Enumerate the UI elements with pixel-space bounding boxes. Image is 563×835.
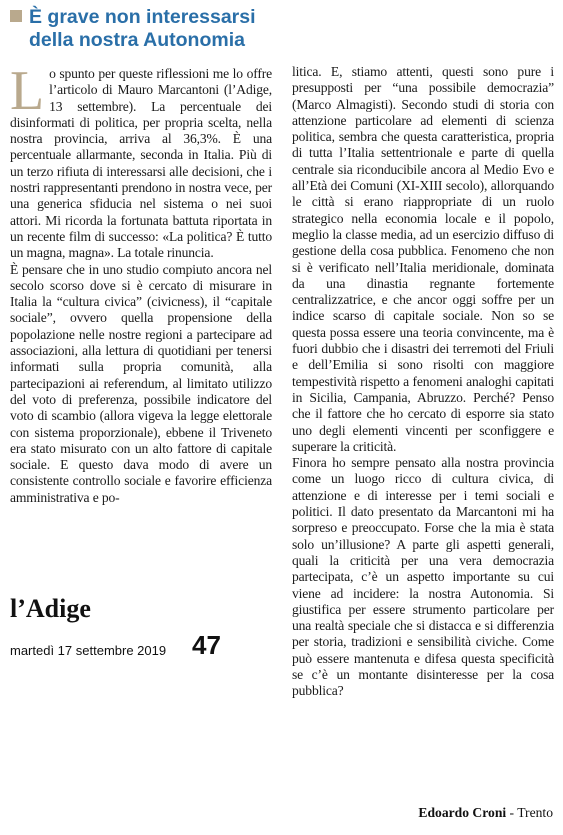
headline-line-1: È grave non interessarsi (29, 6, 256, 28)
article-column-right (292, 64, 554, 700)
headline (10, 6, 550, 52)
publication-date: martedì 17 settembre 2019 (10, 643, 167, 658)
article-paragraph: È pensare che in uno studio compiuto ancora nel secolo scorso dove si è cercato di misurare in Italia la “cultura civica” (civicness), il “capitale sociale”, ovvero quella propensione della popolazione nelle nostre regioni a partecipare ad associazioni, alla lettura di quotidiani per tenersi informati sulla propria comunità, alla partecipazioni ai referendum, al limitato utilizzo del voto di preferenza, possibile indicatore del voto di scambio (allora vigeva la legge elettorale con sistema proporzionale), ebbene il Triveneto era stato misurato con un alto fattore di capitale sociale. E questo dava modo di avere un consistente controllo sociale e favorire efficienza amministrativa e po- (10, 261, 272, 505)
article-paragraph: Finora ho sempre pensato alla nostra provincia come un luogo ricco di cultura civica, di attenzione e di interesse per i temi sociali e politici. Il dato presentato da Marcantoni mi ha sorpreso e preoccupato. Forse che la mia è stata solo un’illusione? A parte gli aspetti generali, quali la criticità per una vera democrazia partecipata, c’è un aspetto importante su cui viene ad incidere: la nostra Autonomia. Si giustifica per essere strumento particolare per una realtà speciale che si distacca e si differenzia per storia, tradizioni e sensibilità civiche. Come può essere mantenuta e difesa questa specificità se c’è un montante disinteresse per la cosa pubblica? (292, 455, 554, 699)
author-name: Edoardo Croni (418, 805, 507, 820)
drop-cap: L (10, 60, 45, 122)
author-signature (418, 805, 553, 821)
headline-square-icon (10, 10, 22, 22)
page-number: 47 (192, 630, 221, 660)
signature-separator: - (506, 805, 518, 820)
article-column-left (10, 60, 272, 506)
article-text: o spunto per queste riflessioni me lo offre l’articolo di Mauro Marcantoni (l’Adige, 13 settembre). La percentuale dei disinformati di politica, per propria scelta, nella nostra provincia, arriva al 36,3%. È una percentuale allarmante, seconda in Italia. Più di un terzo rifiuta di interessarsi alle decisioni, che i nostri rappresentanti prendono in nostra vece, per una generica sfiducia nel sistema o nei suoi attori. Mi ricorda la fortunata battuta riportata in un recente film di successo: «La politica? È tutto un magna, magna». La totale rinuncia. (10, 66, 272, 261)
article-paragraph: litica. E, stiamo attenti, questi sono pure i presupposti per “una possibile democrazia” (Marco Almagisti). Secondo studi di storia con attenzione particolare ad elementi di scienza politica, sembra che questa caratteristica, propria di tutta l’Italia settentrionale e parte di quella centrale sia riconducibile ancora al Medio Evo e all’Età dei Comuni (XI-XIII secolo), allorquando le città si erano riappropriate di un ruolo strategico nella economia locale e il popolo, meglio la classe media, ad un esercizio diffuso di gestione della cosa pubblica. Fenomeno che non si è verificato nell’Italia meridionale, dominata da una dinastia regnante fortemente centralizzatrice, e che ancor oggi soffre per un indice scarso di capitale sociale. Non so se questa possa essere una teoria convincente, ma è fuori dubbio che i disastri dei terremoti del Friuli e dell’Emilia si sono risolti con maggiore tempestività rispetto a fenomeni analoghi capitati in Sicilia, Campania, Abruzzo. Perché? Penso che il fattore che ho cercato di esporre sia stato uno degli elementi vincenti per sconfiggere e superare la criticità. (292, 64, 554, 454)
newspaper-name: l’Adige (10, 594, 91, 623)
article-paragraph (10, 60, 272, 262)
author-city: Trento (517, 805, 553, 820)
headline-line-2: della nostra Autonomia (29, 29, 245, 51)
